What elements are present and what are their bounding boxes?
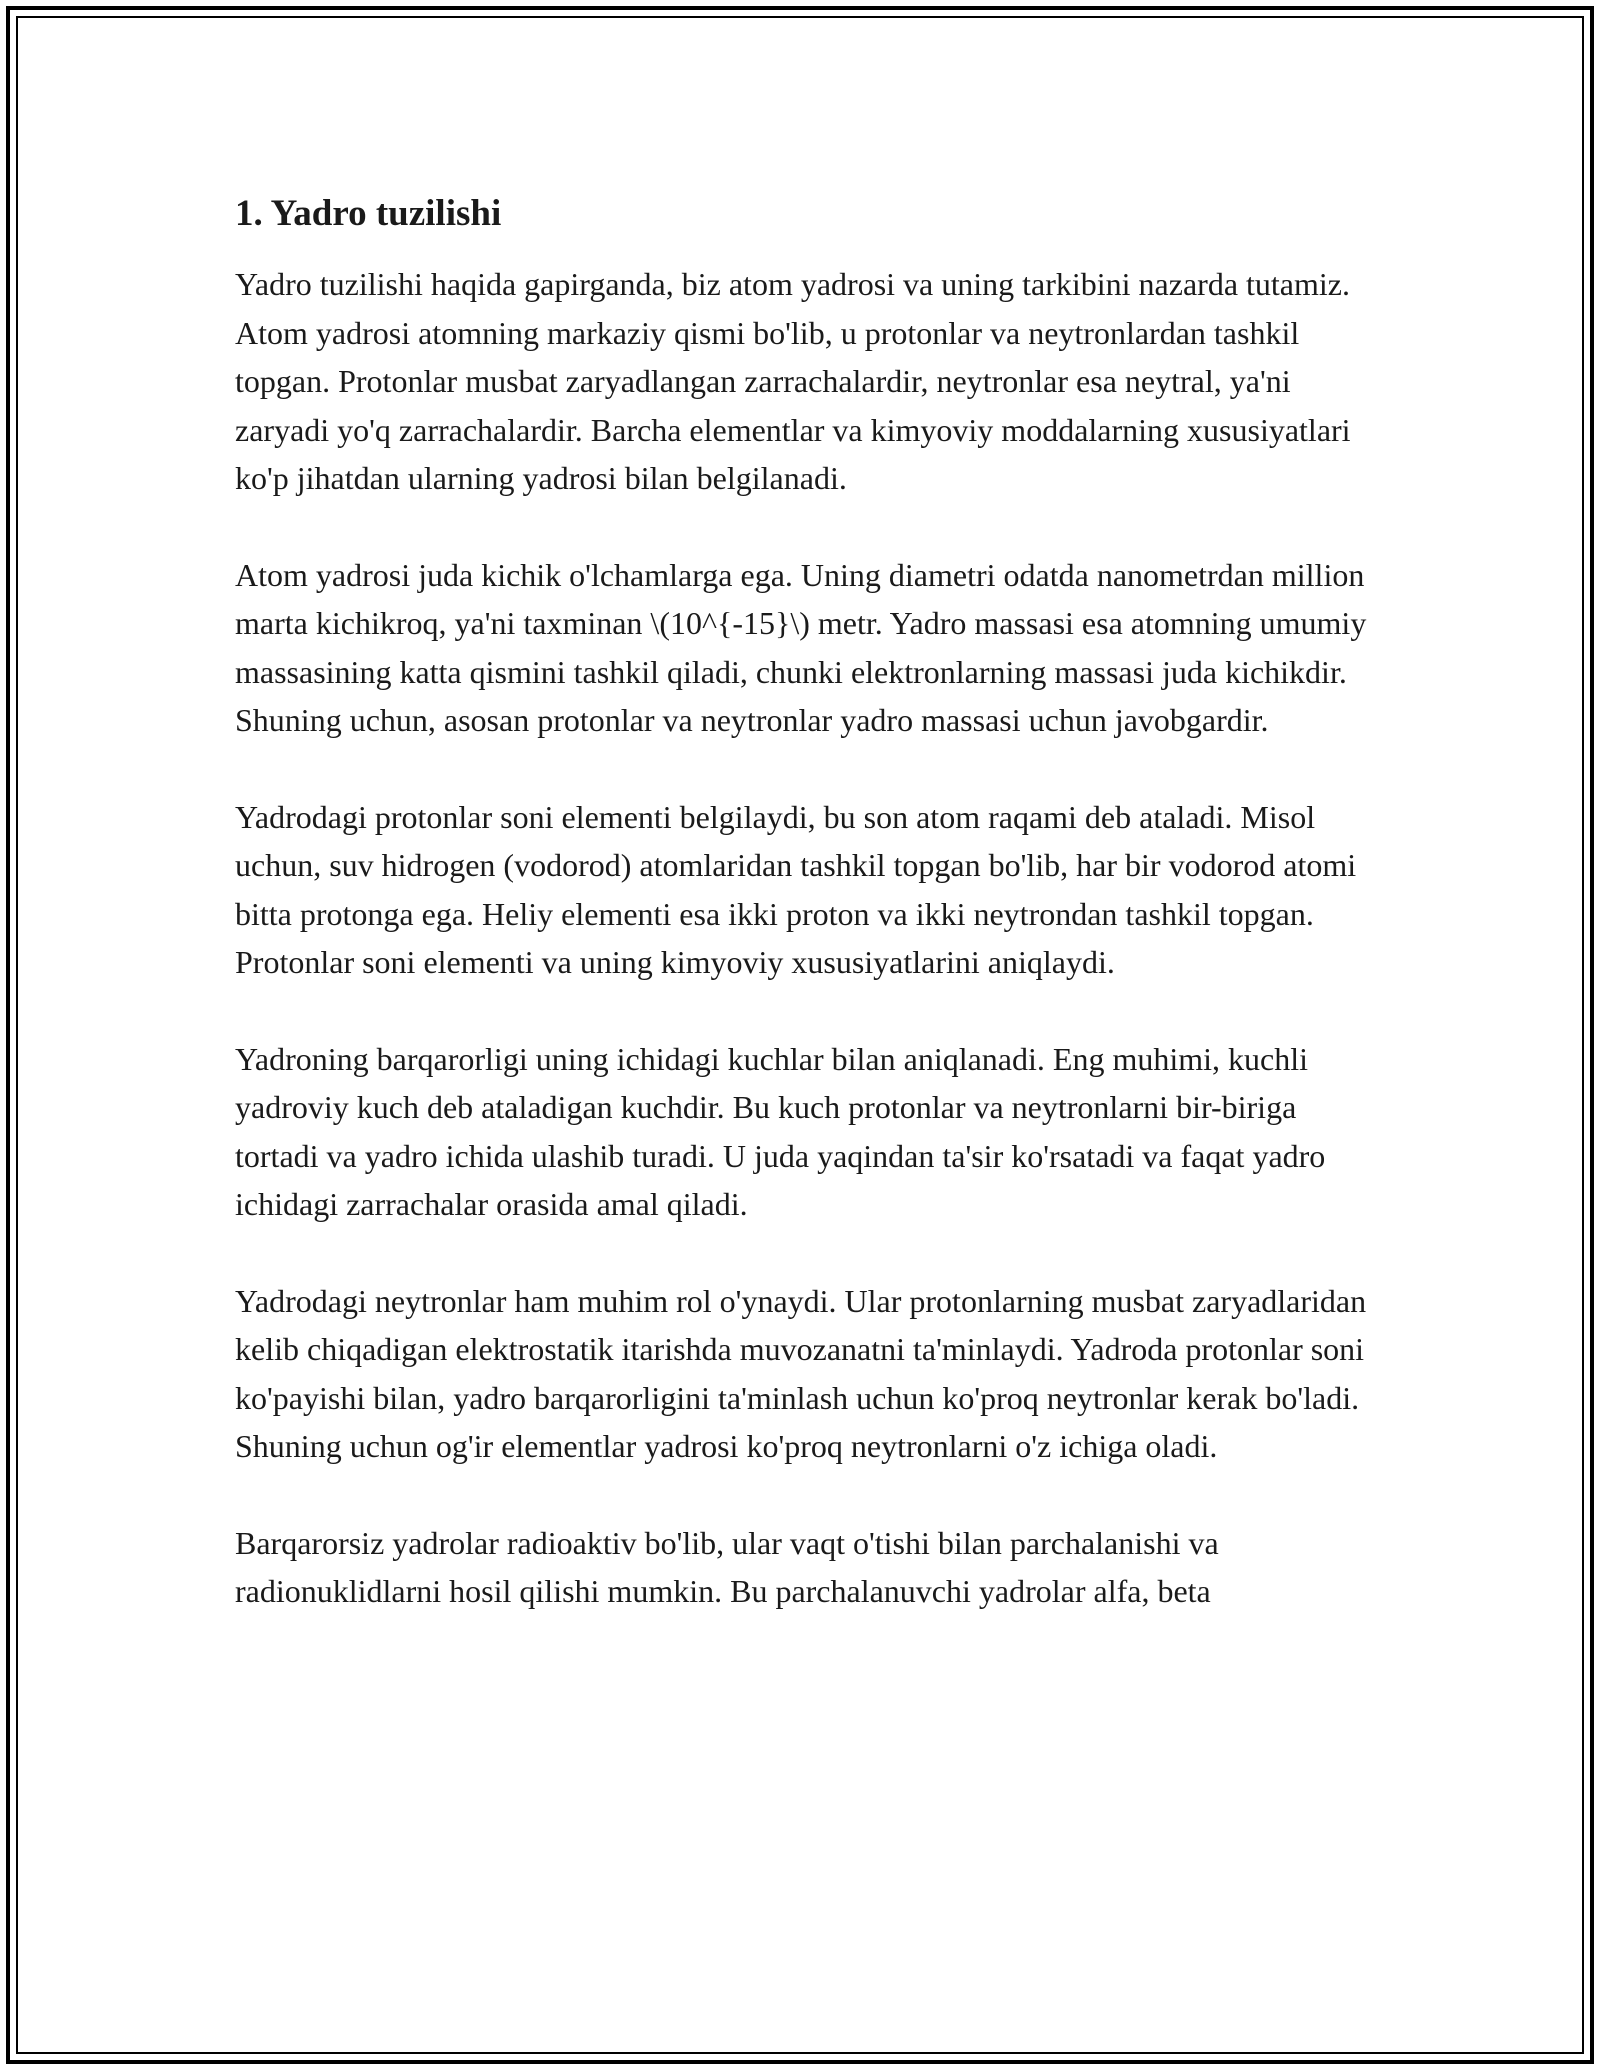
document-body xyxy=(235,186,1370,1664)
paragraph-1: Yadro tuzilishi haqida gapirganda, biz atom yadrosi va uning tarkibini nazarda tutamiz. Atom yadrosi atomning markaziy qismi bo'lib, u protonlar va neytronlardan tashkil topgan. Protonlar musbat zaryadlangan zarrachalardir, neytronlar esa neytral, ya'ni zaryadi yo'q zarrachalardir. Barcha elementlar va kimyoviy moddalarning xususiyatlari ko'p jihatdan ularning yadrosi bilan belgilanadi. xyxy=(235,266,1351,496)
paragraph-4: Yadroning barqarorligi uning ichidagi kuchlar bilan aniqlanadi. Eng muhimi, kuchli yadroviy kuch deb ataladigan kuchdir. Bu kuch protonlar va neytronlarni bir-biriga tortadi va yadro ichida ulashib turadi. U juda yaqindan ta'sir ko'rsatadi va faqat yadro ichidagi zarrachalar orasida amal qiladi. xyxy=(235,1040,1326,1222)
paragraph-6: Barqarorsiz yadrolar radioaktiv bo'lib, ular vaqt o'tishi bilan parchalanishi va radionuklidlarni hosil qilishi mumkin. Bu parchalanuvchi yadrolar alfa, beta xyxy=(235,1524,1219,1609)
paragraph-2: Atom yadrosi juda kichik o'lchamlarga ega. Uning diametri odatda nanometrdan million marta kichikroq, ya'ni taxminan \(10^{-15}\) metr. Yadro massasi esa atomning umumiy massasining katta qismini tashkil qiladi, chunki elektronlarning massasi juda kichikdir. Shuning uchun, asosan protonlar va neytronlar yadro massasi uchun javobgardir. xyxy=(235,556,1367,738)
paragraph-3: Yadrodagi protonlar soni elementi belgilaydi, bu son atom raqami deb ataladi. Misol uchun, suv hidrogen (vodorod) atomlaridan tashkil topgan bo'lib, har bir vodorod atomi bitta protonga ega. Heliy elementi esa ikki proton va ikki neytrondan tashkil topgan. Protonlar soni elementi va uning kimyoviy xususiyatlarini aniqlaydi. xyxy=(235,798,1357,980)
section-heading: 1. Yadro tuzilishi xyxy=(235,193,502,234)
paragraph-5: Yadrodagi neytronlar ham muhim rol o'ynaydi. Ular protonlarning musbat zaryadlaridan kelib chiqadigan elektrostatik itarishda muvozanatni ta'minlaydi. Yadroda protonlar soni ko'payishi bilan, yadro barqarorligini ta'minlash uchun ko'proq neytronlar kerak bo'ladi. Shuning uchun og'ir elementlar yadrosi ko'proq neytronlarni o'z ichiga oladi. xyxy=(235,1282,1367,1464)
